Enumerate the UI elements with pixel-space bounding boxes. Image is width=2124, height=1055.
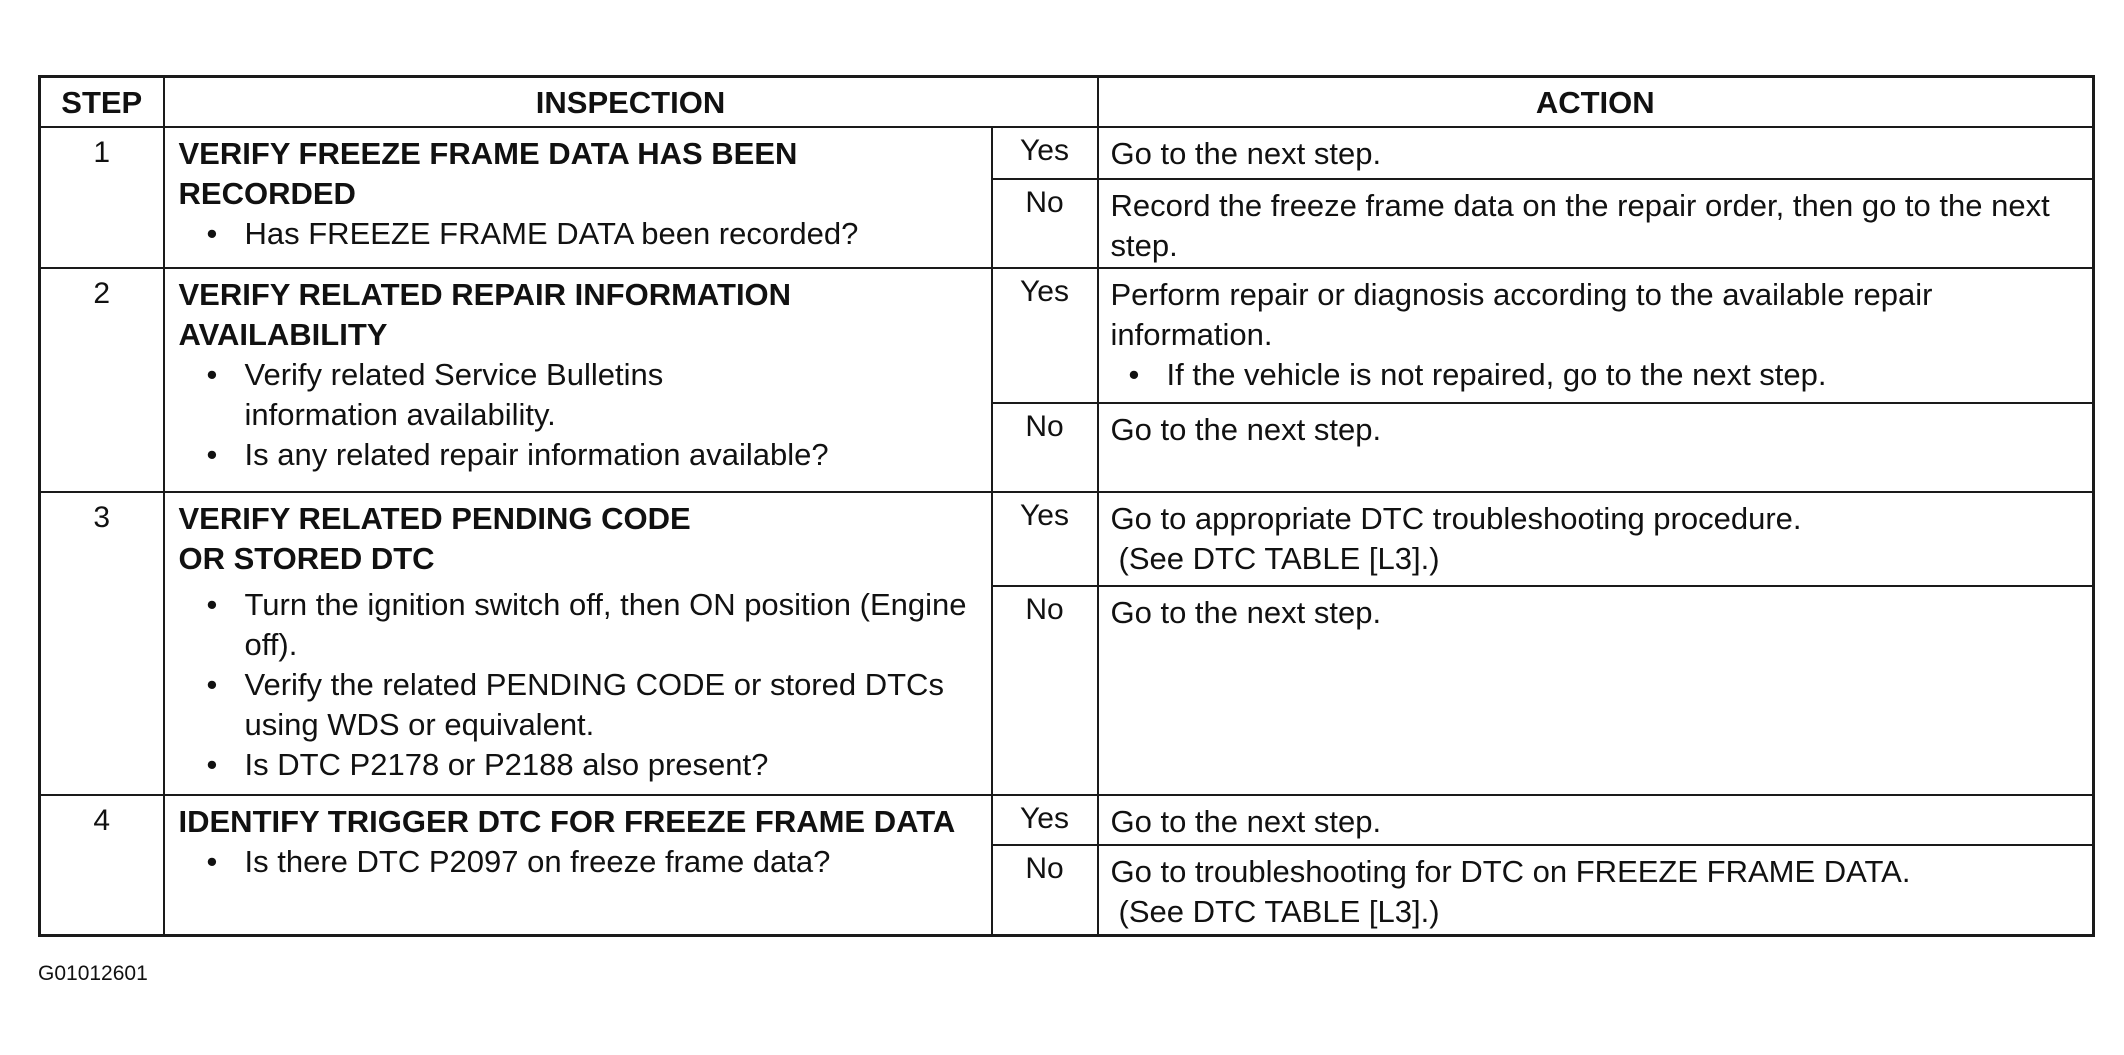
yes-label: Yes xyxy=(992,268,1098,403)
inspection-bullet-list xyxy=(179,214,977,254)
no-action xyxy=(1098,403,2094,492)
no-label: No xyxy=(992,845,1098,935)
action-bullet-list xyxy=(1111,355,2081,395)
action-text: (See DTC TABLE [L3].) xyxy=(1118,541,1440,576)
no-action xyxy=(1098,586,2094,795)
action-text: Go to the next step. xyxy=(1110,412,1382,447)
step-number: 1 xyxy=(40,127,164,268)
action-text: Go to the next step. xyxy=(1110,136,1382,171)
inspection-cell xyxy=(164,268,992,492)
diagnostic-procedure-table xyxy=(38,75,2095,937)
step-number: 3 xyxy=(40,492,164,795)
action-text: Record the freeze frame data on the repair order, then go to the next step. xyxy=(1110,188,2050,263)
step-number: 4 xyxy=(40,795,164,935)
step-3-yes-row xyxy=(40,492,2094,586)
figure-code: G01012601 xyxy=(38,962,148,985)
yes-label: Yes xyxy=(992,492,1098,586)
yes-label: Yes xyxy=(992,795,1098,845)
inspection-bullet: • Verify the related PENDING CODE or stored DTCs using WDS or equivalent. xyxy=(205,665,977,745)
action-text: Go to the next step. xyxy=(1110,595,1382,630)
action-text: Go to the next step. xyxy=(1110,804,1382,839)
inspection-bullet: • Is there DTC P2097 on freeze frame data? xyxy=(205,842,977,882)
inspection-cell xyxy=(164,795,992,935)
inspection-bullet-list xyxy=(179,585,977,785)
inspection-bullet: • Verify related Service Bulletins information availability. xyxy=(205,355,977,435)
inspection-bullet: • Turn the ignition switch off, then ON position (Engine off). xyxy=(205,585,977,665)
inspection-column-header: INSPECTION xyxy=(164,77,1098,128)
header-row xyxy=(40,77,2094,128)
yes-action xyxy=(1098,268,2094,403)
no-action xyxy=(1098,179,2094,268)
inspection-title: IDENTIFY TRIGGER DTC FOR FREEZE FRAME DATA xyxy=(178,804,956,839)
yes-label: Yes xyxy=(992,127,1098,179)
inspection-title: VERIFY RELATED PENDING CODE OR STORED DTC xyxy=(178,501,691,576)
action-bullet: • If the vehicle is not repaired, go to the next step. xyxy=(1121,355,2081,395)
action-text: Go to appropriate DTC troubleshooting procedure. xyxy=(1110,501,1802,536)
no-action xyxy=(1098,845,2094,935)
yes-action xyxy=(1098,127,2094,179)
inspection-bullet: • Has FREEZE FRAME DATA been recorded? xyxy=(205,214,977,254)
inspection-title: VERIFY FREEZE FRAME DATA HAS BEEN RECORDED xyxy=(178,136,798,211)
step-2-yes-row xyxy=(40,268,2094,403)
inspection-bullet-list xyxy=(179,355,977,475)
inspection-title: VERIFY RELATED REPAIR INFORMATION AVAILABILITY xyxy=(178,277,792,352)
step-4-yes-row xyxy=(40,795,2094,845)
yes-action xyxy=(1098,492,2094,586)
inspection-cell xyxy=(164,127,992,268)
action-column-header: ACTION xyxy=(1098,77,2094,128)
no-label: No xyxy=(992,179,1098,268)
yes-action xyxy=(1098,795,2094,845)
step-1-yes-row xyxy=(40,127,2094,179)
action-text: Go to troubleshooting for DTC on FREEZE FRAME DATA. xyxy=(1110,854,1911,889)
no-label: No xyxy=(992,586,1098,795)
action-text: Perform repair or diagnosis according to the available repair information. xyxy=(1110,277,1933,352)
inspection-bullet-list xyxy=(179,842,977,882)
inspection-bullet: • Is any related repair information available? xyxy=(205,435,977,475)
inspection-bullet: • Is DTC P2178 or P2188 also present? xyxy=(205,745,977,785)
no-label: No xyxy=(992,403,1098,492)
step-column-header: STEP xyxy=(40,77,164,128)
inspection-cell xyxy=(164,492,992,795)
action-text: (See DTC TABLE [L3].) xyxy=(1118,894,1440,929)
step-number: 2 xyxy=(40,268,164,492)
